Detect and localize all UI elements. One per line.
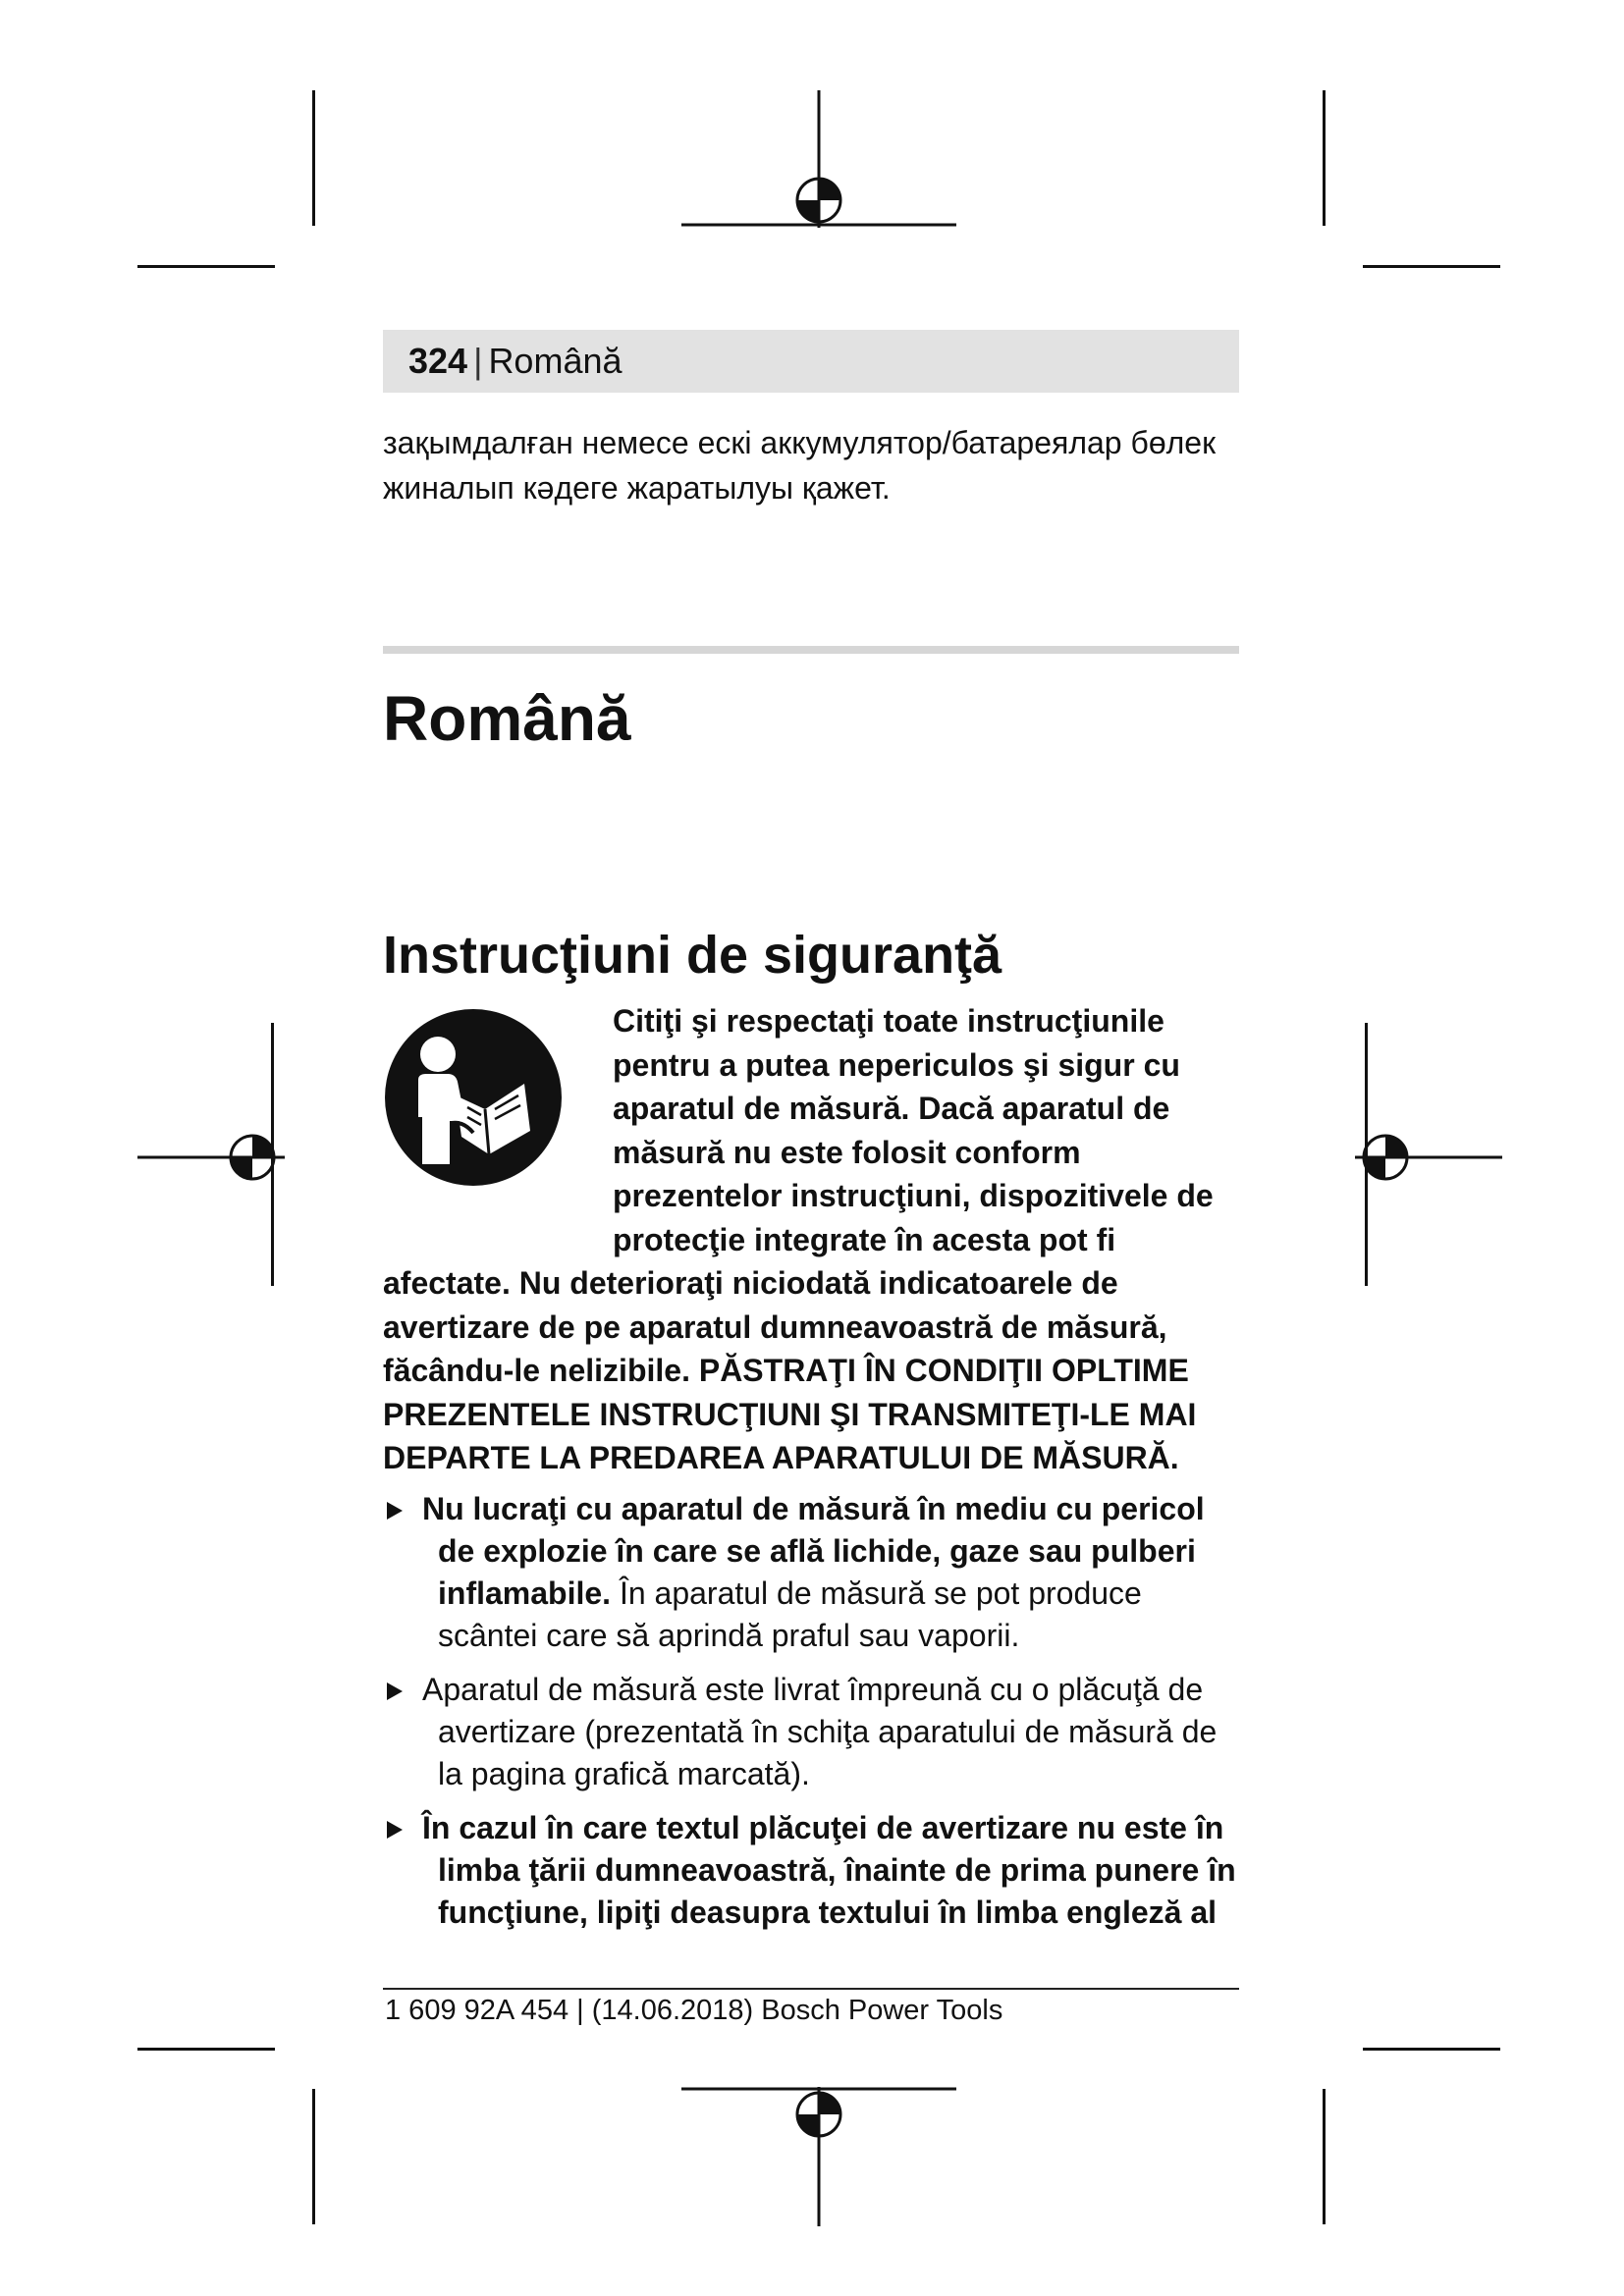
page-content <box>383 330 1239 1946</box>
section-heading: Instrucţiuni de siguranţă <box>383 926 1002 985</box>
page-number: 324 <box>408 341 468 381</box>
language-heading: Română <box>383 683 631 754</box>
list-item <box>383 1669 1239 1795</box>
bullet-triangle-icon <box>387 1502 403 1520</box>
crop-mark-bottom-left-h <box>137 2048 275 2051</box>
crop-mark-bottom-right-h <box>1363 2048 1500 2051</box>
registration-mark-icon <box>681 2085 956 2232</box>
page-footer: 1 609 92A 454 | (14.06.2018) Bosch Power Tools <box>385 1995 1003 2026</box>
registration-mark-icon <box>1355 1109 1502 1207</box>
registration-mark-icon <box>681 84 956 232</box>
crop-mark-top-left-v <box>312 90 315 226</box>
section-divider <box>383 646 1239 654</box>
footer-divider <box>383 1988 1239 1990</box>
list-item <box>383 1807 1239 1934</box>
read-manual-icon <box>383 1007 613 1233</box>
bullet-triangle-icon <box>387 1821 403 1839</box>
header-language: Română <box>488 341 623 381</box>
list-item-bold: În cazul în care textul plăcuţei de avertizare nu este în limba ţării dumneavoastră, înainte de prima punere în funcţiune, lipiţi deasupra textului în limba engleză al <box>422 1809 1236 1930</box>
crop-mark-bottom-right-v <box>1323 2089 1326 2224</box>
list-item-text: Aparatul de măsură este livrat împreună cu o plăcuţă de avertizare (prezentată în schiţa aparatului de măsură de la pagina grafică marcată). <box>422 1671 1218 1791</box>
safety-list <box>383 1488 1239 1934</box>
list-item-bold: Nu lucraţi cu aparatul de măsură în mediu cu pericol de explozie în care se află lichide, gaze sau pulberi inflamabile. <box>422 1490 1205 1611</box>
intro-text: зақымдалған немесе ескі аккумулятор/батареялар бөлек жиналып кәдеге жаратылуы қажет. <box>383 425 1217 506</box>
lead-text: Citiţi şi respectaţi toate instrucţiunile pentru a putea nepericulos şi sigur cu aparatul de măsură. Dacă aparatul de măsură nu este folosit conform prezentelor instrucţiuni, dispozitivele de protecţie integrate în acesta pot fi afectate. Nu deterioraţi niciodată indicatoarele de avertizare de pe aparatul dumneavoastră de măsură, făcându-le nelizibile. PĂSTRAŢI ÎN CONDIŢII OPLTIME PREZENTELE INSTRUCŢIUNI ŞI TRANSMITEŢI-LE MAI DEPARTE LA PREDAREA APARATULUI DE MĂSURĂ. <box>383 1003 1214 1475</box>
crop-mark-top-right-v <box>1323 90 1326 226</box>
bullet-triangle-icon <box>387 1682 403 1700</box>
list-item-text: În aparatul de măsură se pot produce scântei care să aprindă praful sau vaporii. <box>438 1575 1142 1653</box>
crop-mark-top-left-h <box>137 265 275 268</box>
list-item <box>383 1488 1239 1657</box>
crop-mark-top-right-h <box>1363 265 1500 268</box>
crop-mark-bottom-left-v <box>312 2089 315 2224</box>
lead-paragraph <box>383 999 1239 1480</box>
header-separator: | <box>473 341 483 381</box>
registration-mark-icon <box>137 1109 285 1207</box>
page-header <box>383 330 1239 393</box>
